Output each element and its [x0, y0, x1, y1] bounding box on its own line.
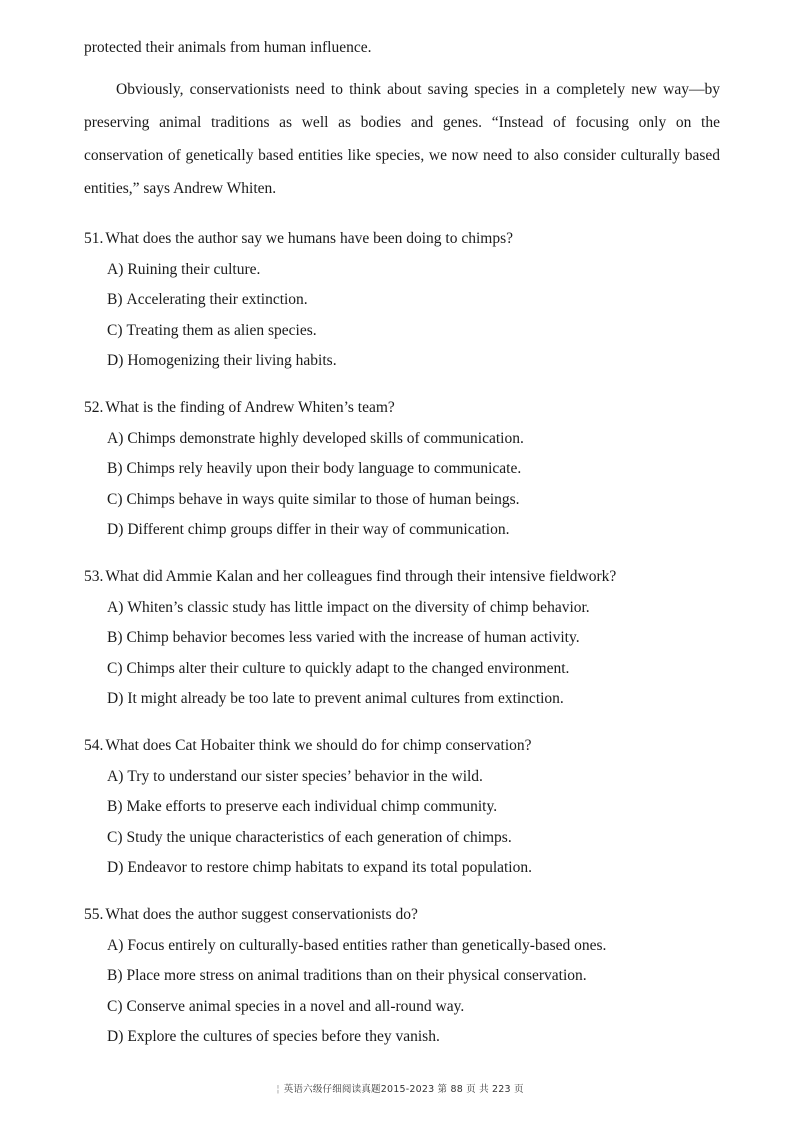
question-number: 52. [84, 399, 104, 416]
question-number: 51. [84, 230, 104, 247]
option-a[interactable] [84, 260, 744, 280]
question-53 [84, 567, 744, 709]
option-label: D) [107, 690, 124, 707]
option-c[interactable] [84, 321, 744, 341]
question-text: What does the author say we humans have been doing to chimps? [105, 230, 513, 247]
option-d[interactable] [84, 520, 744, 540]
footer-text: 英语六级仔细阅读真题2015-2023 第 88 页 共 223 页 [283, 1084, 524, 1095]
option-text: Chimps alter their culture to quickly adapt to the changed environment. [126, 659, 570, 677]
option-label: D) [107, 1028, 124, 1045]
option-label: B) [107, 629, 123, 646]
option-text: Try to understand our sister species’ behavior in the wild. [127, 767, 483, 785]
option-label: D) [107, 521, 124, 538]
question-52 [84, 398, 744, 540]
question-55 [84, 905, 744, 1047]
option-b[interactable] [84, 290, 744, 310]
option-b[interactable] [84, 459, 744, 479]
option-text: Chimps behave in ways quite similar to those of human beings. [126, 490, 520, 508]
option-label: C) [107, 490, 123, 508]
option-a[interactable] [84, 429, 744, 449]
option-d[interactable] [84, 858, 744, 878]
question-text: What did Ammie Kalan and her colleagues find through their intensive fieldwork? [105, 568, 617, 585]
option-label: A) [107, 598, 124, 616]
option-label: B) [107, 798, 123, 815]
option-d[interactable] [84, 689, 744, 709]
question-text: What does Cat Hobaiter think we should do for chimp conservation? [105, 737, 532, 754]
option-c[interactable] [84, 828, 744, 848]
question-number: 53. [84, 568, 104, 585]
option-a[interactable] [84, 598, 744, 618]
option-label: D) [107, 859, 124, 876]
option-text: Chimps demonstrate highly developed skills of communication. [127, 429, 524, 447]
option-b[interactable] [84, 797, 744, 817]
option-text: Study the unique characteristics of each generation of chimps. [126, 828, 512, 846]
option-text: Accelerating their extinction. [126, 291, 308, 308]
option-text: Focus entirely on culturally-based entities rather than genetically-based ones. [127, 936, 607, 954]
option-a[interactable] [84, 936, 744, 956]
option-d[interactable] [84, 351, 744, 371]
option-text: Explore the cultures of species before they vanish. [127, 1028, 440, 1045]
option-label: A) [107, 936, 124, 954]
question-stem [84, 567, 744, 587]
option-label: D) [107, 352, 124, 369]
question-51 [84, 229, 744, 371]
question-number: 54. [84, 737, 104, 754]
option-c[interactable] [84, 997, 744, 1017]
option-text: Different chimp groups differ in their way of communication. [127, 521, 510, 538]
question-text: What does the author suggest conservationists do? [105, 906, 418, 923]
option-text: Endeavor to restore chimp habitats to expand its total population. [127, 859, 532, 876]
question-text: What is the finding of Andrew Whiten’s team? [105, 399, 395, 416]
option-text: Treating them as alien species. [126, 321, 317, 339]
question-stem [84, 229, 744, 249]
option-c[interactable] [84, 490, 744, 510]
option-list [84, 767, 744, 879]
option-list [84, 260, 744, 372]
option-text: It might already be too late to prevent animal cultures from extinction. [127, 690, 564, 707]
passage-paragraph: Obviously, conservationists need to think about saving species in a completely new way—by preserving animal traditions as well as bodies and genes. “Instead of focusing only on the conservation of genetically based entities like species, we now need to also consider culturally based entities,” says Andrew Whiten. [84, 81, 720, 197]
question-stem [84, 398, 744, 418]
option-c[interactable] [84, 659, 744, 679]
option-b[interactable] [84, 966, 744, 986]
option-text: Chimp behavior becomes less varied with the increase of human activity. [126, 629, 580, 646]
option-label: A) [107, 429, 124, 447]
option-list [84, 936, 744, 1048]
option-label: A) [107, 767, 124, 785]
option-label: C) [107, 828, 123, 846]
option-text: Homogenizing their living habits. [127, 352, 337, 369]
footer-mark: ¦ [276, 1084, 280, 1095]
option-label: A) [107, 260, 124, 278]
option-text: Conserve animal species in a novel and all-round way. [126, 997, 465, 1015]
question-stem [84, 736, 744, 756]
option-text: Place more stress on animal traditions than on their physical conservation. [126, 967, 587, 984]
passage-continued-line: protected their animals from human influence. [84, 39, 372, 56]
option-text: Whiten’s classic study has little impact on the diversity of chimp behavior. [127, 598, 590, 616]
option-list [84, 429, 744, 541]
option-label: B) [107, 967, 123, 984]
option-label: C) [107, 321, 123, 339]
option-d[interactable] [84, 1027, 744, 1047]
question-54 [84, 736, 744, 878]
question-number: 55. [84, 906, 104, 923]
option-label: C) [107, 997, 123, 1015]
option-list [84, 598, 744, 710]
option-label: B) [107, 460, 123, 477]
option-b[interactable] [84, 628, 744, 648]
page-footer [0, 1081, 800, 1095]
option-label: B) [107, 291, 123, 308]
option-text: Make efforts to preserve each individual chimp community. [126, 798, 498, 815]
option-text: Ruining their culture. [127, 260, 261, 278]
option-text: Chimps rely heavily upon their body language to communicate. [126, 460, 522, 477]
option-a[interactable] [84, 767, 744, 787]
question-stem [84, 905, 744, 925]
option-label: C) [107, 659, 123, 677]
